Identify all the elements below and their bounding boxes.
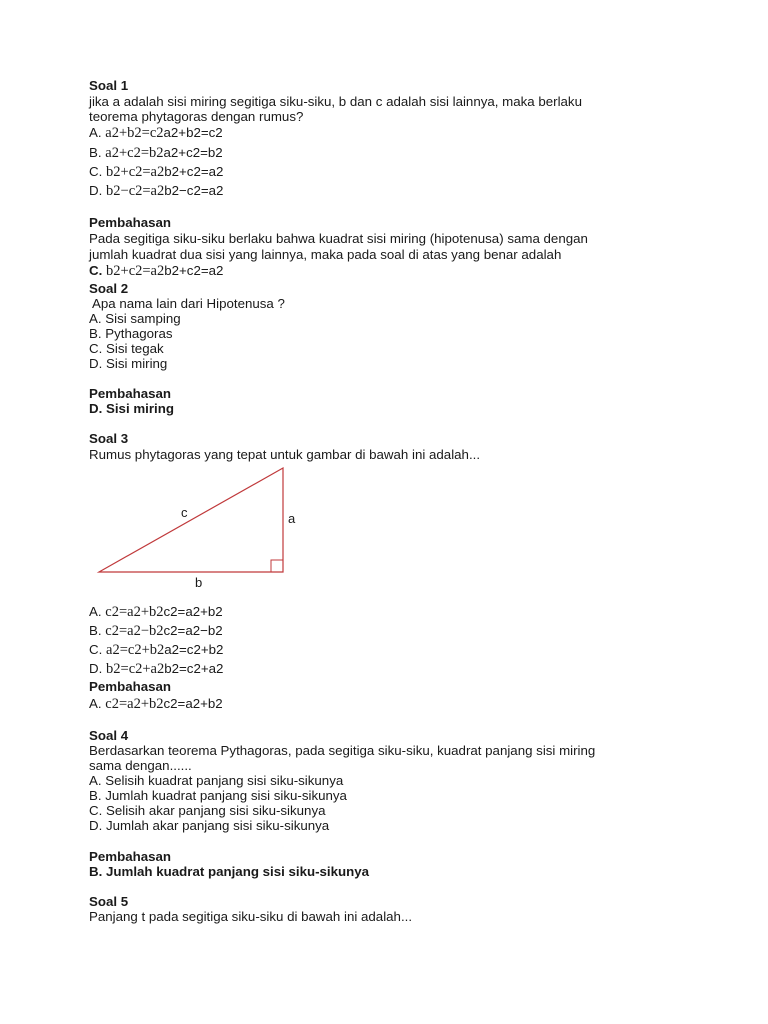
soal3-pembahasan-title: Pembahasan xyxy=(89,679,172,694)
soal1-title: Soal 1 xyxy=(89,78,129,93)
soal4-title: Soal 4 xyxy=(89,728,129,743)
soal3-question: Rumus phytagoras yang tepat untuk gambar di bawah ini adalah... xyxy=(89,447,481,462)
formula-text: c2=a2−b2 xyxy=(163,623,223,638)
formula-math: b2−c2=a2 xyxy=(106,183,165,199)
soal5-question: Panjang t pada segitiga siku-siku di bawah ini adalah... xyxy=(89,909,413,924)
soal1-question-line2: teorema phytagoras dengan rumus? xyxy=(89,109,304,124)
soal4-answer: B. Jumlah kuadrat panjang sisi siku-sikunya xyxy=(89,864,370,879)
soal4-option-c: C. Selisih akar panjang sisi siku-sikunya xyxy=(89,803,326,818)
formula-math: a2=c2+b2 xyxy=(106,642,165,658)
soal2-option-d: D. Sisi miring xyxy=(89,356,168,371)
formula-text: b2+c2=a2 xyxy=(164,263,224,278)
formula-text: b2−c2=a2 xyxy=(164,183,224,198)
soal4-pembahasan-title: Pembahasan xyxy=(89,849,172,864)
soal1-answer: C. b2+c2=a2b2+c2=a2 xyxy=(89,263,224,279)
soal5-title: Soal 5 xyxy=(89,894,129,909)
soal3-option-c: C. a2=c2+b2a2=c2+b2 xyxy=(89,642,224,658)
soal1-pembahasan-line2: jumlah kuadrat dua sisi yang lainnya, maka pada soal di atas yang benar adalah xyxy=(89,247,562,262)
formula-math: b2+c2=a2 xyxy=(106,164,165,180)
formula-text: a2+b2=c2 xyxy=(163,125,223,140)
formula-math: c2=a2−b2 xyxy=(105,623,164,639)
soal1-option-a: A. a2+b2=c2a2+b2=c2 xyxy=(89,125,223,141)
soal4-option-b: B. Jumlah kuadrat panjang sisi siku-sikunya xyxy=(89,788,347,803)
soal4-question-line1: Berdasarkan teorema Pythagoras, pada segitiga siku-siku, kuadrat panjang sisi miring xyxy=(89,743,596,758)
formula-math: b2=c2+a2 xyxy=(106,661,165,677)
soal2-title: Soal 2 xyxy=(89,281,129,296)
soal1-pembahasan-title: Pembahasan xyxy=(89,215,172,230)
formula-math: b2+c2=a2 xyxy=(106,263,165,279)
soal2-option-a: A. Sisi samping xyxy=(89,311,181,326)
soal2-option-c: C. Sisi tegak xyxy=(89,341,164,356)
formula-math: c2=a2+b2 xyxy=(105,604,164,620)
soal1-option-b: B. a2+c2=b2a2+c2=b2 xyxy=(89,145,223,161)
soal3-option-a: A. c2=a2+b2c2=a2+b2 xyxy=(89,604,223,620)
soal3-title: Soal 3 xyxy=(89,431,129,446)
right-triangle-figure xyxy=(89,462,329,602)
soal3-answer: A. c2=a2+b2c2=a2+b2 xyxy=(89,696,223,712)
triangle-shape xyxy=(99,468,283,572)
soal4-option-d: D. Jumlah akar panjang sisi siku-sikunya xyxy=(89,818,330,833)
formula-text: c2=a2+b2 xyxy=(163,696,223,711)
formula-text: a2=c2+b2 xyxy=(164,642,224,657)
soal4-question-line2: sama dengan...... xyxy=(89,758,192,773)
soal4-option-a: A. Selisih kuadrat panjang sisi siku-sikunya xyxy=(89,773,344,788)
formula-math: a2+c2=b2 xyxy=(105,145,164,161)
formula-text: a2+c2=b2 xyxy=(163,145,223,160)
formula-text: b2=c2+a2 xyxy=(164,661,224,676)
label-b: b xyxy=(195,575,203,590)
soal1-question-line1: jika a adalah sisi miring segitiga siku-siku, b dan c adalah sisi lainnya, maka berlaku xyxy=(89,94,582,109)
label-a: a xyxy=(288,511,296,526)
formula-text: c2=a2+b2 xyxy=(163,604,223,619)
right-angle-marker xyxy=(271,560,283,572)
soal2-question: Apa nama lain dari Hipotenusa ? xyxy=(89,296,285,311)
soal2-option-b: B. Pythagoras xyxy=(89,326,173,341)
label-c: c xyxy=(181,505,188,520)
soal2-pembahasan-title: Pembahasan xyxy=(89,386,172,401)
soal3-option-d: D. b2=c2+a2b2=c2+a2 xyxy=(89,661,224,677)
formula-math: c2=a2+b2 xyxy=(105,696,164,712)
soal1-option-c: C. b2+c2=a2b2+c2=a2 xyxy=(89,164,224,180)
formula-text: b2+c2=a2 xyxy=(164,164,224,179)
formula-math: a2+b2=c2 xyxy=(105,125,164,141)
soal3-option-b: B. c2=a2−b2c2=a2−b2 xyxy=(89,623,223,639)
soal1-option-d: D. b2−c2=a2b2−c2=a2 xyxy=(89,183,224,199)
soal2-answer: D. Sisi miring xyxy=(89,401,174,416)
soal1-pembahasan-line1: Pada segitiga siku-siku berlaku bahwa kuadrat sisi miring (hipotenusa) sama dengan xyxy=(89,231,588,246)
